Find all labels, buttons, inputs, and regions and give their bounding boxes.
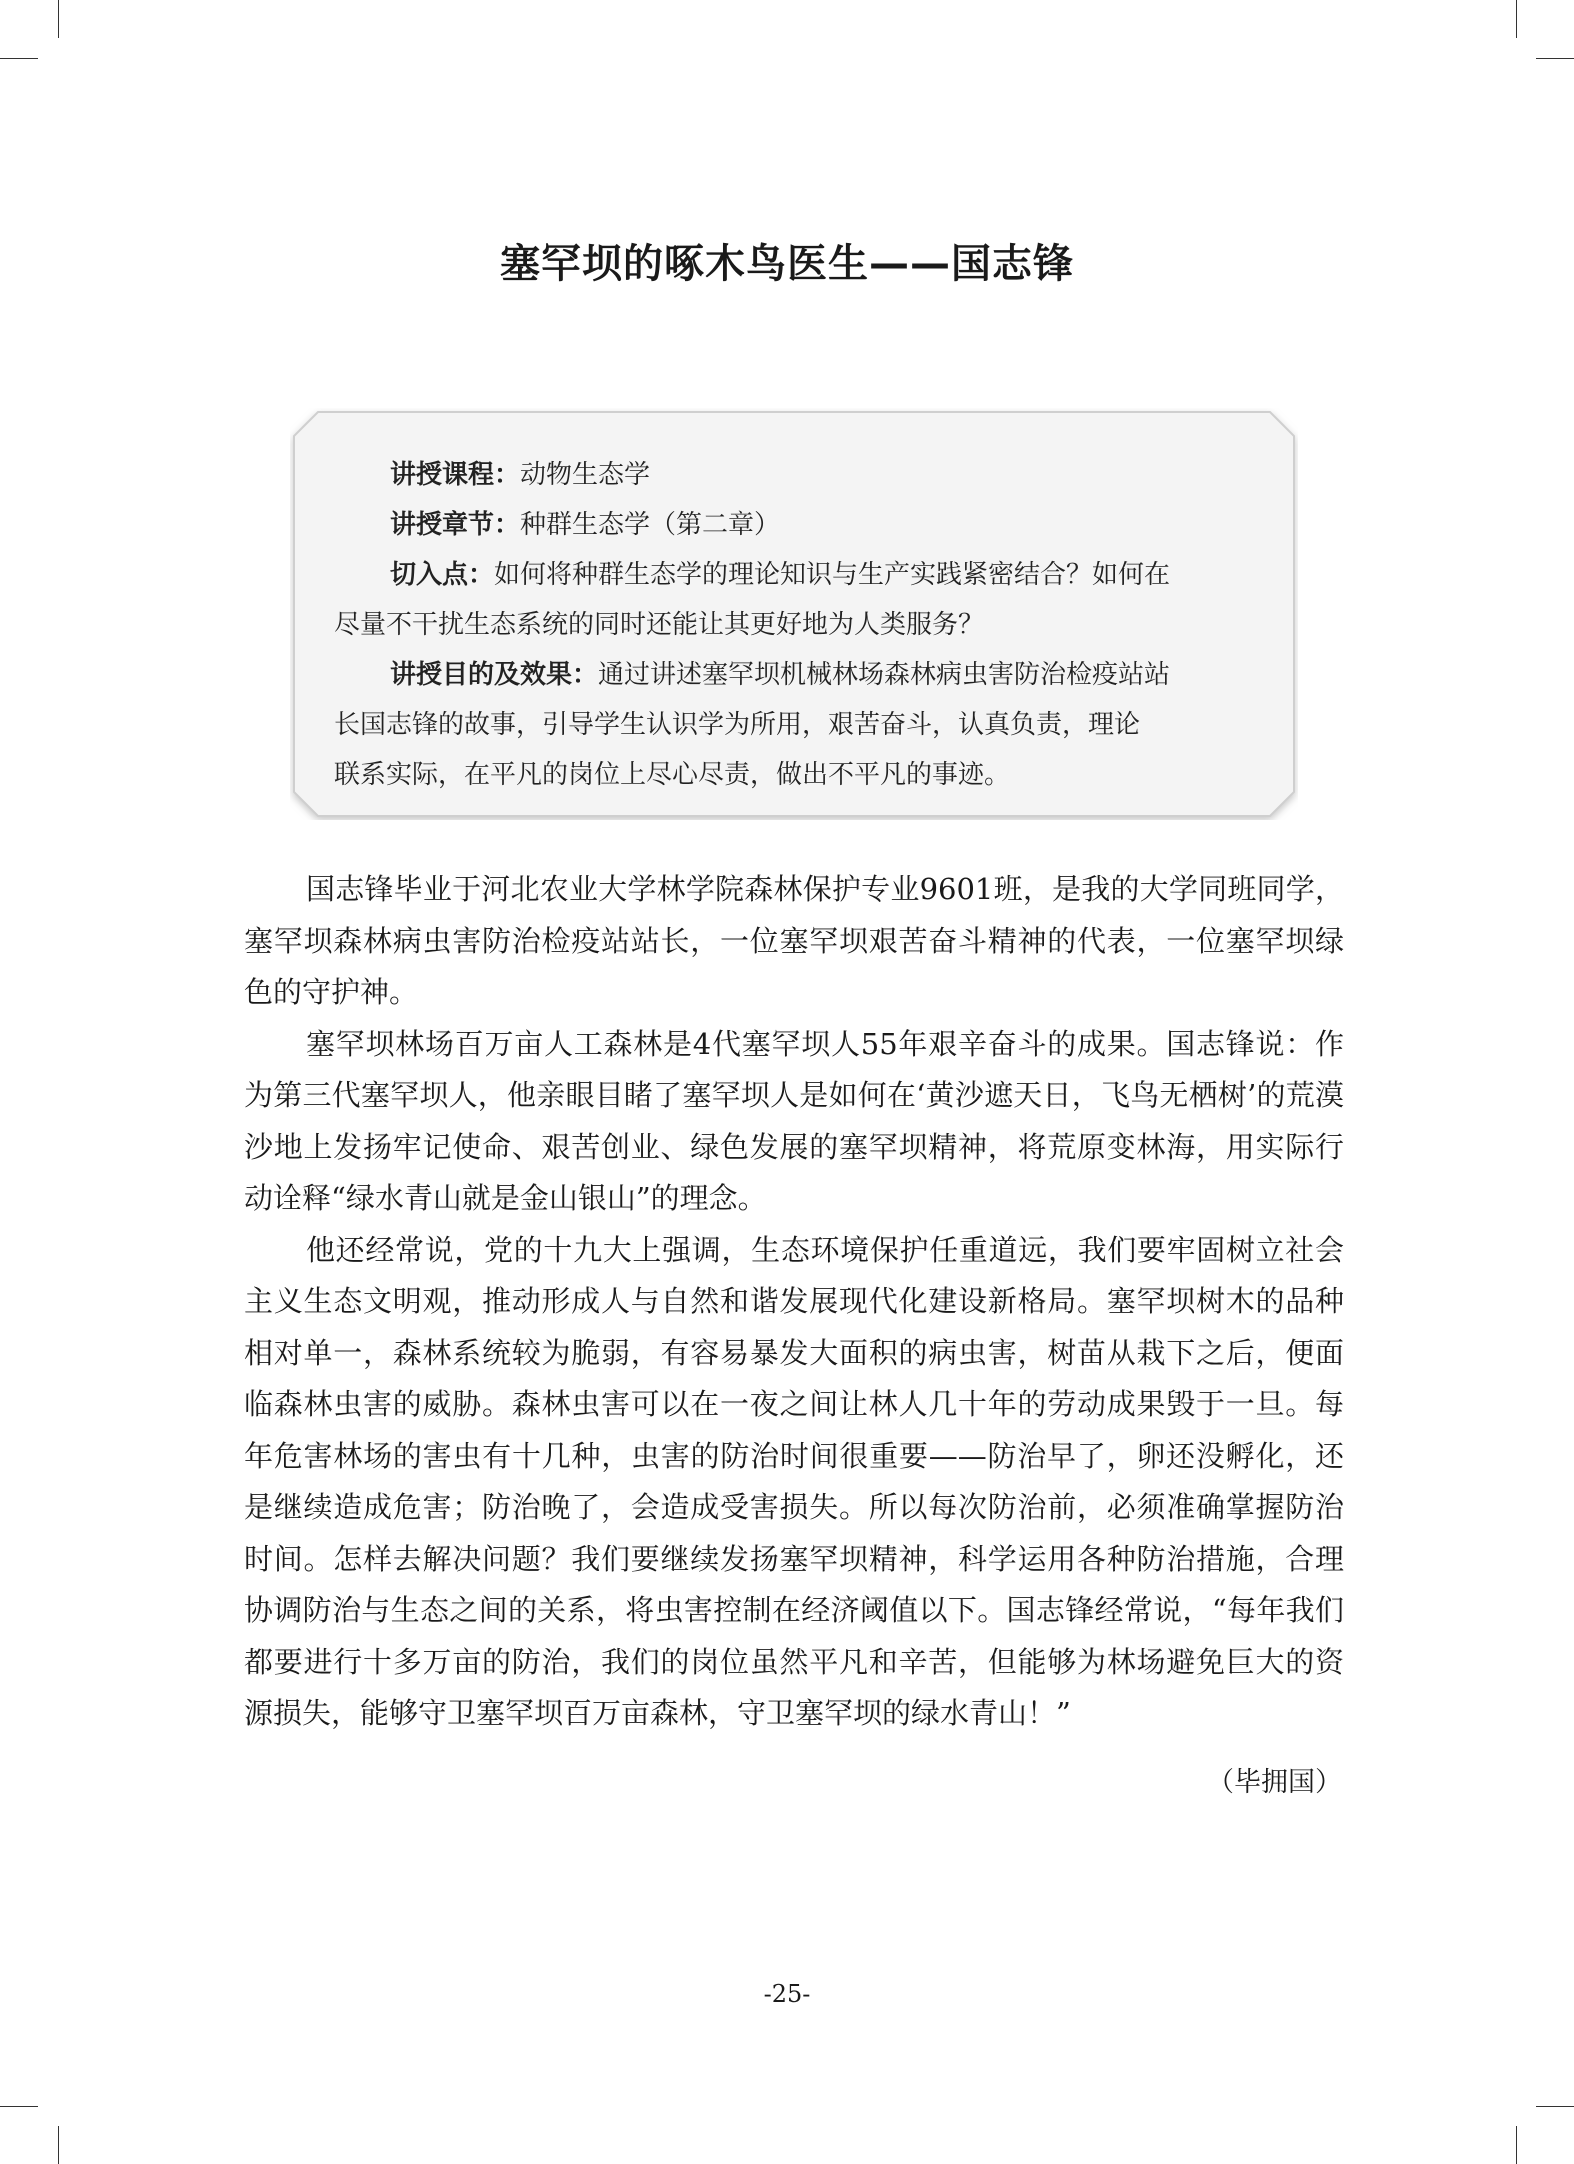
crop-mark	[58, 2126, 59, 2164]
crop-mark	[0, 2106, 38, 2107]
crop-mark	[0, 58, 38, 59]
crop-mark	[1516, 2126, 1517, 2164]
crop-mark	[1536, 58, 1574, 59]
entry-point-continuation: 尽量不干扰生态系统的同时还能让其更好地为人类服务？	[334, 610, 985, 640]
entry-point-value: 如何将种群生态学的理论知识与生产实践紧密结合？如何在	[494, 560, 1171, 590]
goal-row	[334, 650, 1262, 700]
entry-point-label: 切入点：	[390, 560, 495, 590]
page-number: -25-	[763, 1980, 811, 2008]
crop-mark	[1516, 0, 1517, 38]
page-title: 塞罕坝的啄木鸟医生——国志锋	[500, 241, 1074, 287]
crop-mark	[58, 0, 59, 38]
chapter-value: 种群生态学（第二章）	[520, 510, 781, 540]
goal-label: 讲授目的及效果：	[390, 660, 599, 690]
author-byline: （毕拥国）	[1207, 1767, 1342, 1798]
course-value: 动物生态学	[520, 460, 651, 490]
chapter-row	[334, 500, 1262, 550]
course-info-box	[290, 408, 1298, 820]
goal-continuation-1: 长国志锋的故事，引导学生认识学为所用，艰苦奋斗，认真负责，理论	[334, 710, 1141, 740]
chapter-label: 讲授章节：	[390, 510, 521, 540]
article-body	[244, 864, 1344, 1740]
goal-value: 通过讲述塞罕坝机械林场森林病虫害防治检疫站站	[598, 660, 1171, 690]
crop-mark	[1536, 2106, 1574, 2107]
paragraph: 他还经常说，党的十九大上强调，生态环境保护任重道远，我们要牢固树立社会主义生态文明观，推动形成人与自然和谐发展现代化建设新格局。塞罕坝树木的品种相对单一，森林系统较为脆弱，有容易暴发大面积的病虫害，树苗从栽下之后，便面临森林虫害的威胁。森林虫害可以在一夜之间让林人几十年的劳动成果毁于一旦。每年危害林场的害虫有十几种，虫害的防治时间很重要——防治早了，卵还没孵化，还是继续造成危害；防治晚了，会造成受害损失。所以每次防治前，必须准确掌握防治时间。怎样去解决问题？我们要继续发扬塞罕坝精神，科学运用各种防治措施，合理协调防治与生态之间的关系，将虫害控制在经济阈值以下。国志锋经常说，“每年我们都要进行十多万亩的防治，我们的岗位虽然平凡和辛苦，但能够为林场避免巨大的资源损失，能够守卫塞罕坝百万亩森林，守卫塞罕坝的绿水青山！”	[244, 1232, 1344, 1730]
course-row	[334, 450, 1262, 500]
entry-point-row	[334, 550, 1262, 600]
paragraph: 塞罕坝林场百万亩人工森林是4代塞罕坝人55年艰辛奋斗的成果。国志锋说：作为第三代塞罕坝人，他亲眼目睹了塞罕坝人是如何在‘黄沙遮天日，飞鸟无栖树’的荒漠沙地上发扬牢记使命、艰苦创业、绿色发展的塞罕坝精神，将荒原变林海，用实际行动诠释“绿水青山就是金山银山”的理念。	[244, 1026, 1344, 1215]
course-label: 讲授课程：	[390, 460, 521, 490]
paragraph: 国志锋毕业于河北农业大学林学院森林保护专业9601班，是我的大学同班同学，塞罕坝森林病虫害防治检疫站站长，一位塞罕坝艰苦奋斗精神的代表，一位塞罕坝绿色的守护神。	[244, 872, 1344, 1009]
goal-continuation-2: 联系实际，在平凡的岗位上尽心尽责，做出不平凡的事迹。	[334, 760, 1011, 790]
